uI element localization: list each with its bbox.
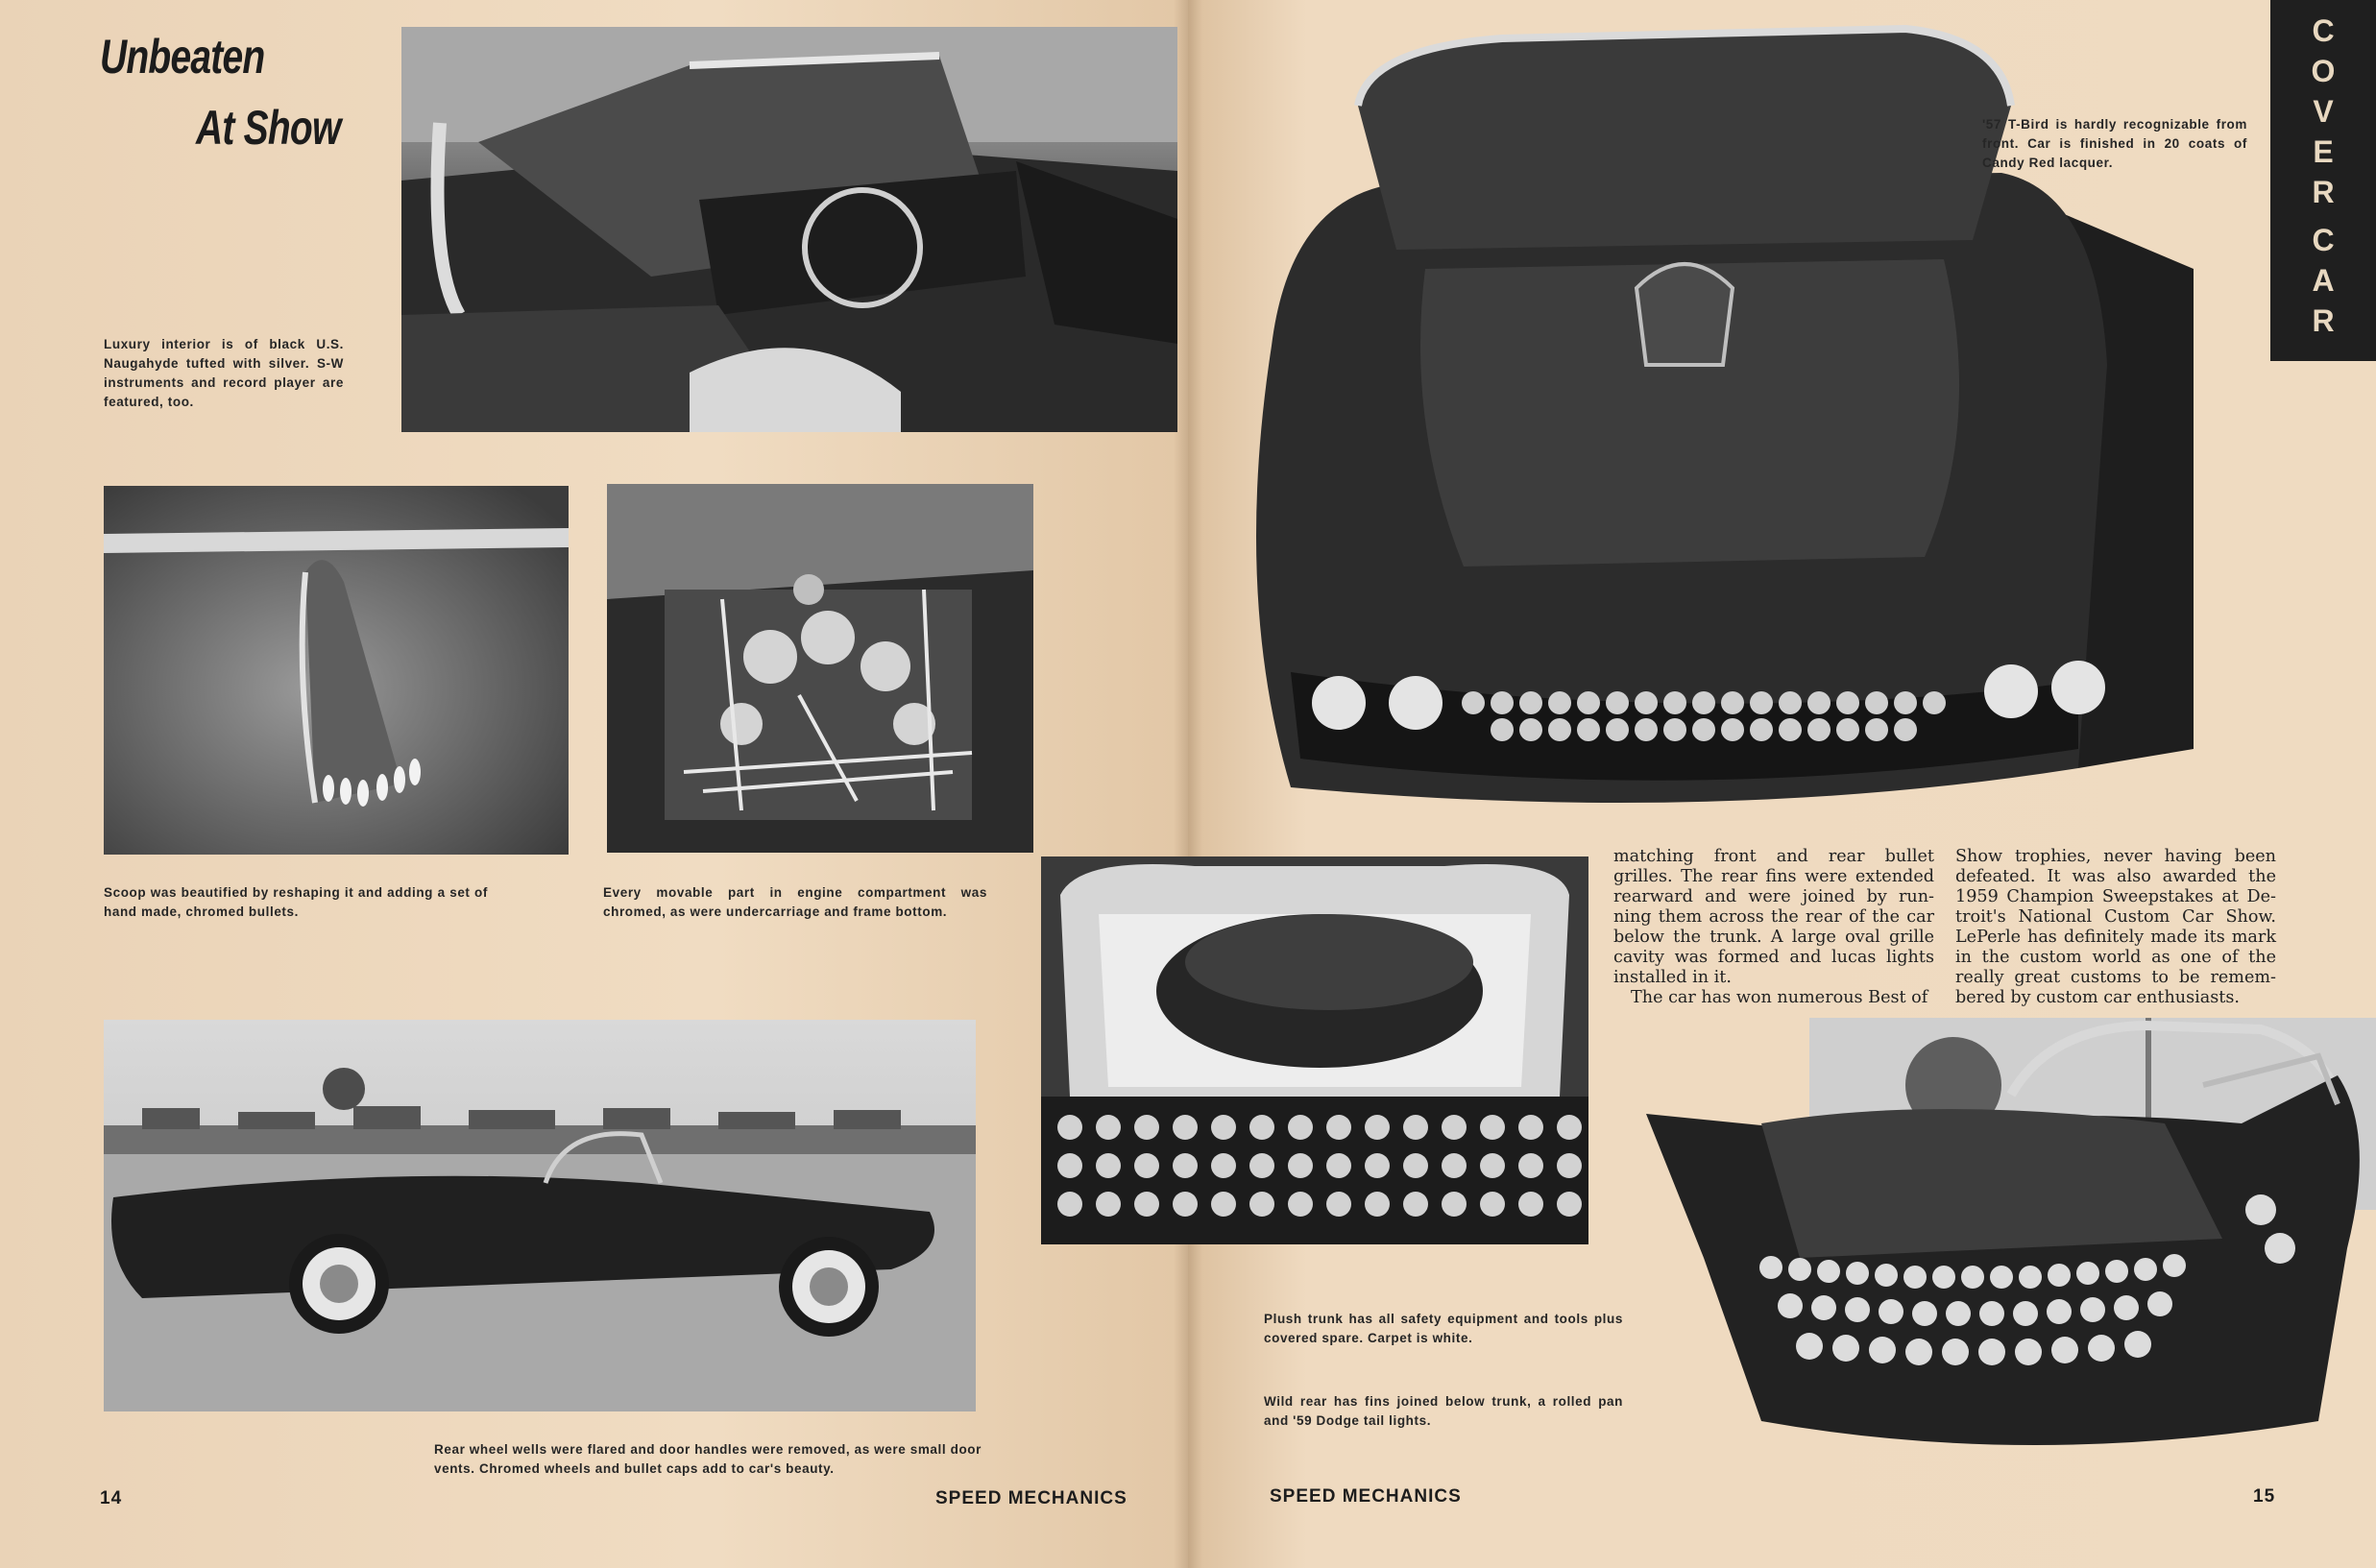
cover-tab-letter: E	[2313, 134, 2334, 169]
cover-tab-letter: A	[2312, 263, 2335, 298]
body-column-1	[1613, 847, 1934, 1008]
caption-side-view: Rear wheel wells were flared and door handles were removed, as were small door vents. Chromed wheels and bullet caps add to car's beauty.	[434, 1442, 982, 1476]
photo-interior	[401, 27, 1177, 432]
cover-tab-letter: C	[2312, 13, 2335, 48]
photo-side-view	[104, 1020, 976, 1411]
page-number-left: 14	[100, 1488, 123, 1508]
headline-line1: Unbeaten	[100, 30, 265, 84]
body-column-2	[1955, 847, 2276, 1008]
cover-tab-letter: R	[2312, 175, 2335, 209]
headline-line2: At Show	[196, 101, 341, 155]
photo-rear-view	[1646, 1018, 2376, 1461]
caption-front-view: '57 T-Bird is hardly recognizable from front. Car is finished in 20 coats of Candy Red lacquer.	[1982, 117, 2247, 170]
body-col1-paragraph-2: The car has won numerous Best of	[1631, 988, 1928, 1007]
body-col2-paragraph-1: Show trophies, never having been defeated. It was also awarded the 1959 Champion Sweepstakes at De-troit's National Custom Car Show. LePerle has definitely made its mark in the custom world as one of the really great customs to be remem-bered by custom car enthusiasts.	[1955, 847, 2276, 1007]
body-col1-paragraph-1: matching front and rear bullet grilles. The rear fins were extended rearward and were joined by run-ning them across the rear of the car below the trunk. A large oval grille cavity was formed and lucas lights installed in it.	[1613, 847, 1934, 987]
photo-scoop	[104, 486, 569, 855]
cover-tab-letter: V	[2313, 94, 2334, 129]
caption-trunk: Plush trunk has all safety equipment and tools plus covered spare. Carpet is white.	[1264, 1312, 1623, 1345]
caption-rear: Wild rear has fins joined below trunk, a rolled pan and '59 Dodge tail lights.	[1264, 1394, 1623, 1428]
cover-tab-letter: C	[2312, 223, 2335, 257]
cover-tab-letter: R	[2312, 303, 2335, 338]
caption-engine: Every movable part in engine compartment was chromed, as were undercarriage and frame bottom.	[603, 885, 987, 919]
cover-car-tab	[2270, 0, 2376, 361]
page-gutter	[1174, 0, 1202, 1568]
footer-title-right: SPEED MECHANICS	[1270, 1486, 1462, 1507]
page-number-right: 15	[2253, 1486, 2276, 1507]
photo-engine	[607, 484, 1033, 853]
photo-trunk	[1041, 856, 1588, 1244]
footer-title-left: SPEED MECHANICS	[935, 1488, 1127, 1508]
cover-tab-letter: O	[2311, 54, 2336, 88]
caption-interior: Luxury interior is of black U.S. Naugahyde tufted with silver. S-W instruments and record player are featured, too.	[104, 337, 344, 409]
caption-scoop: Scoop was beautified by reshaping it and adding a set of hand made, chromed bullets.	[104, 885, 488, 919]
